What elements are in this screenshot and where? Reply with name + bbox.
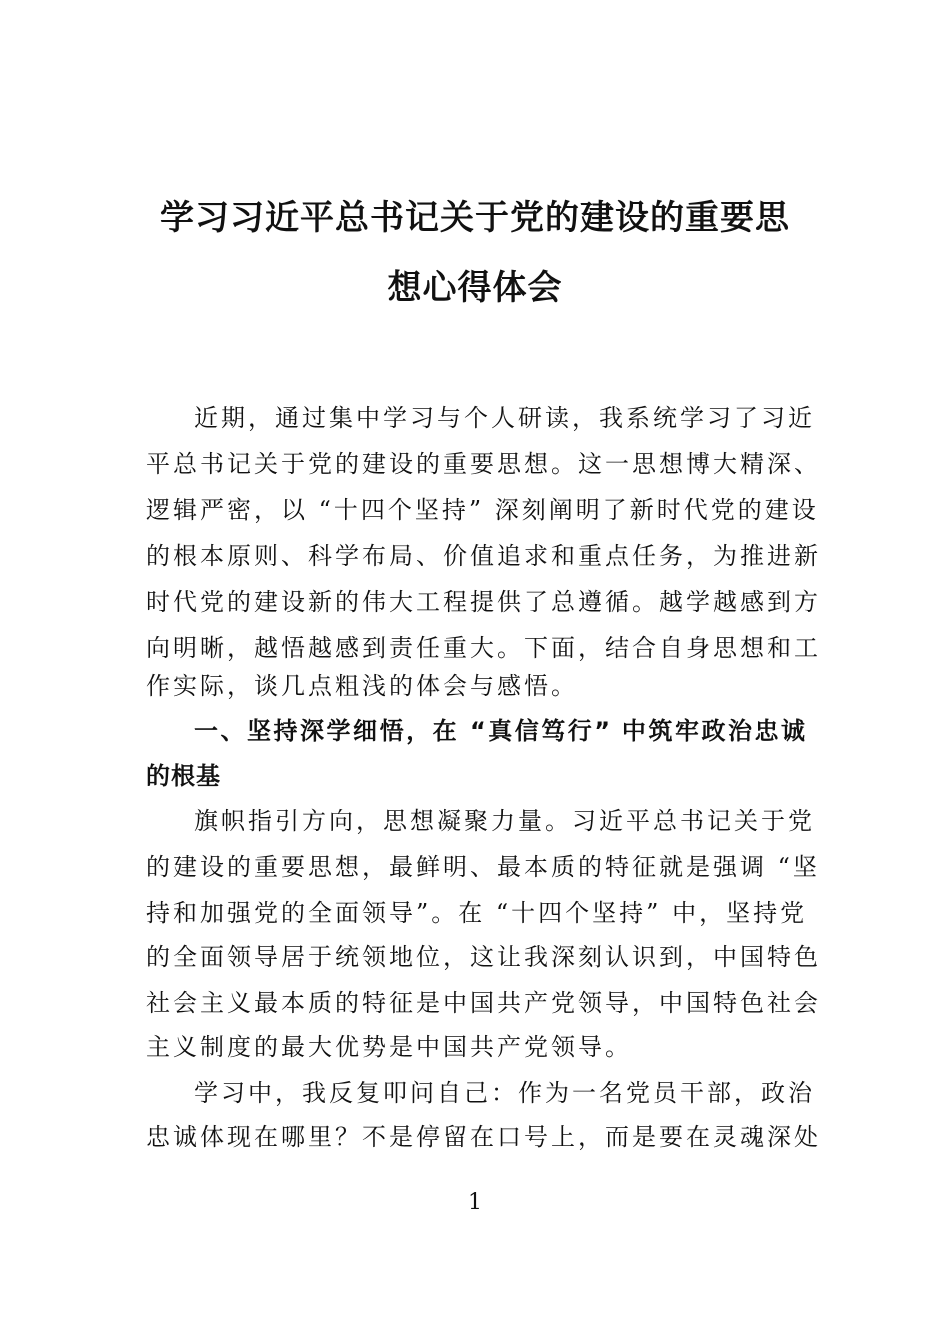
paragraph-1-line-7: 作实际，谈几点粗浅的体会与感悟。 bbox=[146, 672, 578, 700]
paragraph-2-line-6: 主义制度的最大优势是中国共产党领导。 bbox=[146, 1033, 632, 1061]
paragraph-1-line-1: 近期，通过集中学习与个人研读，我系统学习了习近 bbox=[194, 404, 815, 432]
section-heading-line-1: 一、坚持深学细悟，在 “真信笃行” 中筑牢政治忠诚 bbox=[194, 717, 806, 745]
paragraph-2-line-1: 旗帜指引方向，思想凝聚力量。习近平总书记关于党 bbox=[194, 807, 815, 835]
paragraph-2-line-4: 的全面领导居于统领地位，这让我深刻认识到，中国特色 bbox=[146, 943, 821, 971]
page-number: 1 bbox=[468, 1190, 482, 1215]
paragraph-2-line-3: 持和加强党的全面领导”。在 “十四个坚持” 中，坚持党 bbox=[146, 899, 808, 927]
paragraph-3-line-1: 学习中，我反复叩问自己：作为一名党员干部，政治 bbox=[194, 1079, 815, 1107]
paragraph-1-line-4: 的根本原则、科学布局、价值追求和重点任务，为推进新 bbox=[146, 542, 821, 570]
paragraph-1-line-3: 逻辑严密，以 “十四个坚持” 深刻阐明了新时代党的建设 bbox=[146, 496, 819, 524]
document-title-line-1: 学习习近平总书记关于党的建设的重要思 bbox=[160, 198, 790, 238]
section-heading-line-2: 的根基 bbox=[146, 762, 221, 790]
paragraph-1-line-6: 向明晰，越悟越感到责任重大。下面，结合自身思想和工 bbox=[146, 634, 821, 662]
document-title-line-2: 想心得体会 bbox=[387, 268, 563, 308]
paragraph-3-line-2: 忠诚体现在哪里？不是停留在口号上，而是要在灵魂深处 bbox=[146, 1123, 821, 1151]
paragraph-1-line-5: 时代党的建设新的伟大工程提供了总遵循。越学越感到方 bbox=[146, 588, 821, 616]
paragraph-2-line-2: 的建设的重要思想，最鲜明、最本质的特征就是强调 “坚 bbox=[146, 853, 820, 881]
paragraph-2-line-5: 社会主义最本质的特征是中国共产党领导，中国特色社会 bbox=[146, 989, 821, 1017]
paragraph-1-line-2: 平总书记关于党的建设的重要思想。这一思想博大精深、 bbox=[146, 450, 821, 478]
